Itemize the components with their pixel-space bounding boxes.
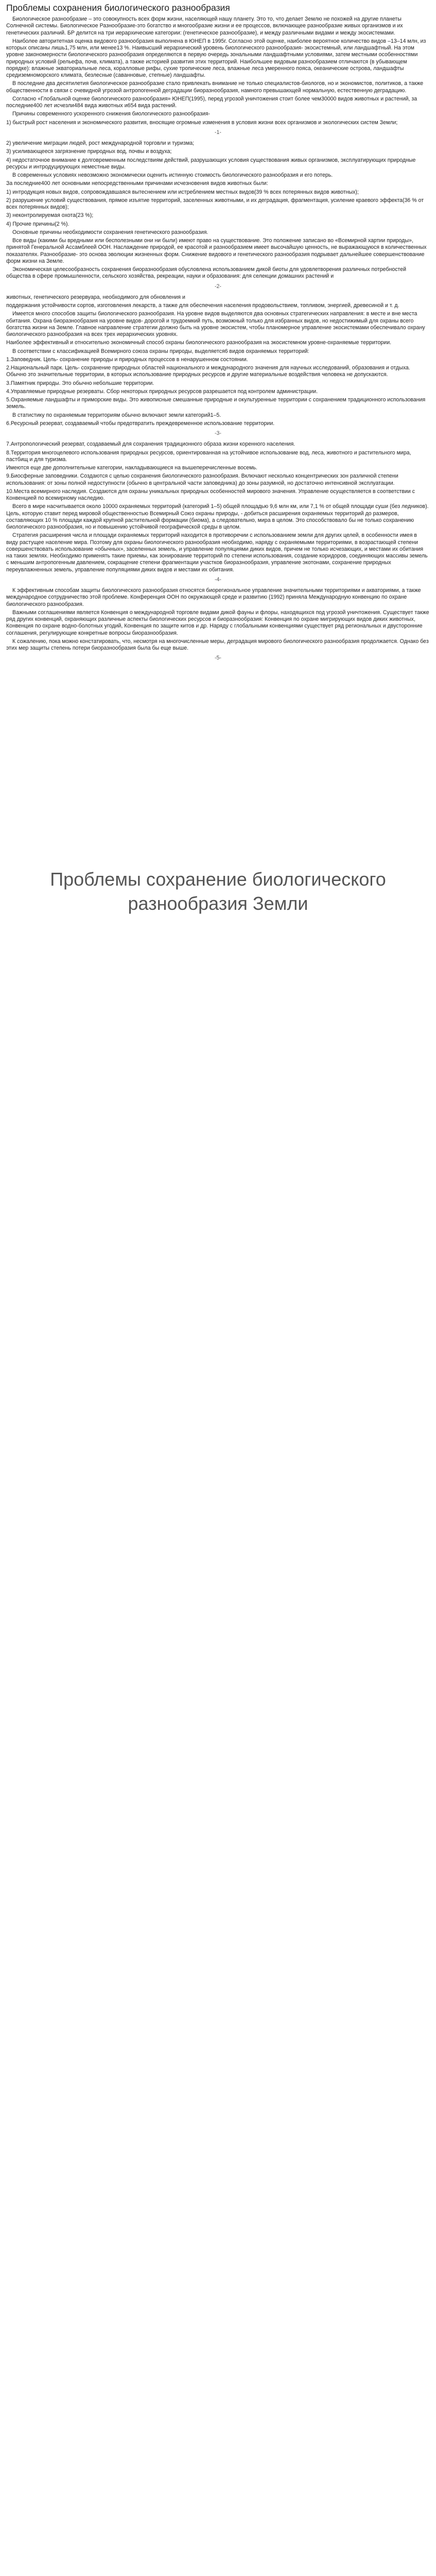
page-number: -1- (215, 129, 221, 135)
paragraph: Основные причины необходимости сохранения генетического разнообразия. (12, 229, 208, 235)
paragraph: Наиболее авторитетная оценка видового разнообразия выполнена в ЮНЕП в 1995г. Согласно этой оценке, наиболее вероятное количество видов –13–14 млн, из которых описаны лишь1,75 млн, или менее13 %. Наивысший иерархический уровень биологического разнообразия- экосистемный, или ландшафтный. На этом уровне закономерности биологического разнообразия определяются в первую очередь зональными ландшафтными условиями, затем местными особенностями природных условий (рельефа, почв, климата), а также историей развития этих территорий. Наибольшее видовым разнообразием отличаются (в убывающем порядке): влажные экваториальные леса, коралловые рифы, сухие тропические леса, влажные леса умеренного пояса, океанические острова, ландшафты средиземноморского климата, безлесные (саванновые, степные) ландшафты. (6, 38, 426, 78)
paragraph: Экономическая целесообразность сохранения биоразнообразия обусловлена использованием дикой биоты для удовлетворения различных потребностей общества в сфере промышленности, сельского хозяйства, рекреации, науки и образования: для селекции домашних растений и (6, 266, 407, 280)
paragraph: 5.Охраняемые ландшафты и приморские виды. Это живописные смешанные природные и окультуренные территории с сохранением традиционного использования земель. (6, 397, 426, 410)
document-body (6, 16, 430, 662)
paragraph: К сожалению, пока можно констатировать, что, несмотря на многочисленные меры, деградация мирового биологического разнообразия продолжается. Однако без этих мер защиты степень потери биоразнообразия была бы еще выше. (6, 638, 429, 651)
paragraph: 1.Заповедник. Цель- сохранение природы и природных процессов в ненарушенном состоянии. (6, 356, 248, 363)
document-title: Проблемы сохранения биологического разнообразия (6, 3, 230, 13)
paragraph: животных, генетического резервуара, необходимого для обновления и (6, 294, 185, 300)
paragraph: Имеются еще две дополнительные категории, накладывающиеся на вышеперечисленные восемь. (6, 465, 257, 471)
paragraph: За последние400 лет основными непосредственными причинами исчезновения видов животных были: (6, 180, 268, 187)
paragraph: К эффективным способам защиты биологического разнообразия относятся биорегиональное управление значительными территориями и акваториями, а также международное сотрудничество этой проблеме. Конференция ООН по окружающей среде и развитию (1992) приняла Международную конвенцию по охране биологического разнообразия. (6, 587, 421, 607)
paragraph: Стратегия расширения числа и площади охраняемых территорий находится в противоречии с использованием земли для других целей, в особенности имея в виду растущее население мира. Поэтому для охраны биологического разнообразия необходимо, наряду с охраняемыми территориями, в возрастающей степени совершенствовать использование «обычных», заселенных земель, и управление популяциями диких видов, причем не только исчезающих, и местами их обитания на таких землях. Необходимо применять такие приемы, как зонирование территорий по степени использования, создание коридоров, соединяющих массивы земель с меньшим антропогенным давлением, сокращение степени фрагментации участков биоразнообразия, управление экотонами, сохранение природных переувлажненных земель, управление популяциями диких видов и местами их обитания. (6, 532, 428, 573)
paragraph: Причины современного ускоренного снижения биологического разнообразия- (12, 111, 211, 117)
paragraph: В последние два десятилетия биологическое разнообразие стало привлекать внимание не только специалистов-биологов, но и экономистов, политиков, а также общественности в связи с очевидной угрозой антропогенной деградации биоразнообразия, намного превышающей нормальную, естественную деградацию. (6, 80, 424, 94)
paragraph: 4) Прочие причины(2 %). (6, 221, 69, 227)
paragraph: 4.Управляемые природные резерваты. Сбор некоторых природных ресурсов разрешается под контролем администрации. (6, 388, 318, 395)
paragraph: В соответствии с классификацией Всемирного союза охраны природы, выделяется6 видов охраняемых территорий: (12, 348, 309, 354)
blank-space (6, 666, 430, 867)
paragraph: 10.Места всемирного наследия. Создаются для охраны уникальных природных особенностей мирового значения. Управление осуществляется в соответствии с Конвенцией по всемирному наследию. (6, 488, 415, 501)
paragraph: Наиболее эффективный и относительно экономичный способ охраны биологического разнообразия на экосистемном уровне-охраняемые территории. (6, 340, 392, 346)
page-number: -2- (215, 283, 221, 290)
page-number: -3- (215, 430, 221, 436)
paragraph: 3) неконтролируемая охота(23 %); (6, 212, 94, 219)
paragraph: В современных условиях невозможно экономически оценить истинную стоимость биологического разнообразия и его потерь. (12, 172, 333, 178)
paragraph: 3) усиливающееся загрязнение природных вод, почвы и воздуха; (6, 148, 172, 155)
paragraph: 7.Антропологический резерват, создаваемый для сохранения традиционного образа жизни коренного населения. (6, 441, 295, 448)
paragraph: В статистику по охраняемым территориям обычно включают земли категорий1–5. (12, 412, 221, 418)
page-number: -4- (215, 576, 221, 583)
paragraph: поддержания устойчивости сортов, изготовления лекарств, а также для обеспечения населения продовольствием, топливом, энергией, древесиной и т. д. (6, 302, 399, 309)
paragraph: Биологическое разнообразие – это совокупность всех форм жизни, населяющей нашу планету. Это то, что делает Землю не похожей на другие планеты Солнечной системы. Биологическое Разнообразие-это богатство и многообразие жизни и ее процессов, включающее разнообразие живых организмов и их генетических различий. БР делится на три иерархические категории: (генетическое разнообразие), и между различными видами и между экосистемами. (6, 16, 403, 36)
paragraph: 4) недостаточное внимание к долговременным последствиям действий, разрушающих условия существования живых организмов, эксплуатирующих природные ресурсы и интродуцирующих неместные виды. (6, 157, 416, 170)
paragraph: Все виды (какими бы вредными или бесполезными они ни были) имеют право на существование. Это положение записано во «Всемирной хартии природы», принятой Генеральной Ассамблеей ООН. Наслаждение природой, ее красотой и разнообразием имеет высочайшую ценность, не выражающуюся в количественных показателях. Разнообразие- это основа эволюции жизненных форм. Снижение видового и генетического разнообразия подрывает дальнейшее совершенствование форм жизни на Земле. (6, 238, 427, 264)
page-number: -5- (215, 655, 221, 662)
paragraph: Всего в мире насчитывается около 10000 охраняемых территорий (категорий 1–5) общей площадью 9,6 млн км, или 7,1 % от общей площади суши (без ледников). Цель, которую ставит перед мировой общественностью Всемирный Союз охраны природы, - добиться расширения охраняемых территорий до размеров, составляющих 10 % площади каждой крупной растительной формации (биома), а следовательно, мира в целом. Это способствовало бы не только сохранению биологического разнообразия, но и повышению устойчивой географической среды в целом. (6, 503, 429, 530)
paragraph: 3.Памятник природы. Это обычно небольшие территории. (6, 380, 154, 386)
paragraph: 9.Биосферные заповедники. Создаются с целью сохранения биологического разнообразия. Включают несколько концентрических зон различной степени использования: от зоны полной недоступности (обычно в центральной части заповедника) до зоны разумной, но достаточно интенсивной эксплуатации. (6, 473, 398, 486)
paragraph: 1) интродукция новых видов, сопровождавшаяся вытеснением или истреблением местных видов(39 % всех потерянных видов животных); (6, 189, 359, 195)
paragraph: 2.Национальный парк. Цель- сохранение природных областей национального и международного значения для научных исследований, образования и отдыха. Обычно это значительные территории, в которых использование природных ресурсов и другие материальные воздействия человека не допускаются. (6, 365, 410, 378)
closing-title: Проблемы сохранение биологического разнообразия Земли (50, 868, 386, 914)
paragraph: 1) быстрый рост населения и экономического развития, вносящие огромные изменения в условия жизни всех организмов и экологических систем Земли; (6, 119, 398, 126)
paragraph: 8.Территория многоцелевого использования природных ресурсов, ориентированная на устойчивое использование вод, леса, животного и растительного мира, пастбищ и для туризма. (6, 449, 411, 463)
paragraph: 2) увеличение миграции людей, рост международной торговли и туризма; (6, 140, 195, 146)
paragraph: Важными соглашениями является Конвенция о международной торговле видами дикой фауны и флоры, находящихся под угрозой уничтожения. Существует также ряд других конвенций, охраняющих различные аспекты биологических ресурсов и биоразнообразия: Конвенция по охране мигрирующих видов диких животных, Конвенция по охране водно-болотных угодий, Конвенция по защите китов и др. Наряду с глобальными конвенциями существует ряд региональных и двусторонние соглашения, регулирующие конкретные вопросы биоразнообразия. (6, 609, 429, 636)
paragraph: 2) разрушение условий существования, прямое изъятие территорий, заселенных животными, и их деградация, фрагментация, усиление краевого эффекта(36 % от всех потерянных видов); (6, 197, 424, 210)
paragraph: Имеется много способов защиты биологического разнообразия. На уровне видов выделяются два основных стратегических направления: в месте и вне места обитания. Охрана биоразнообразия на уровне видов- дорогой и трудоемкий путь, возможный только для избранных видов, но недостижимый для охраны всего богатства жизни на Земле. Главное направление стратегии должно быть на уровне экосистем, чтобы планомерное управление экосистемами обеспечивало охрану биологического разнообразия на всех трех иерархических уровнях. (6, 311, 425, 337)
paragraph: 6.Ресурсный резерват, создаваемый чтобы предотвратить преждевременное использование территории. (6, 420, 275, 427)
paragraph: Согласно «Глобальной оценке биологического разнообразия» ЮНЕП(1995), перед угрозой уничтожения стоит более чем30000 видов животных и растений, за последние400 лет исчезли484 вида животных и654 вида растений. (6, 95, 417, 109)
